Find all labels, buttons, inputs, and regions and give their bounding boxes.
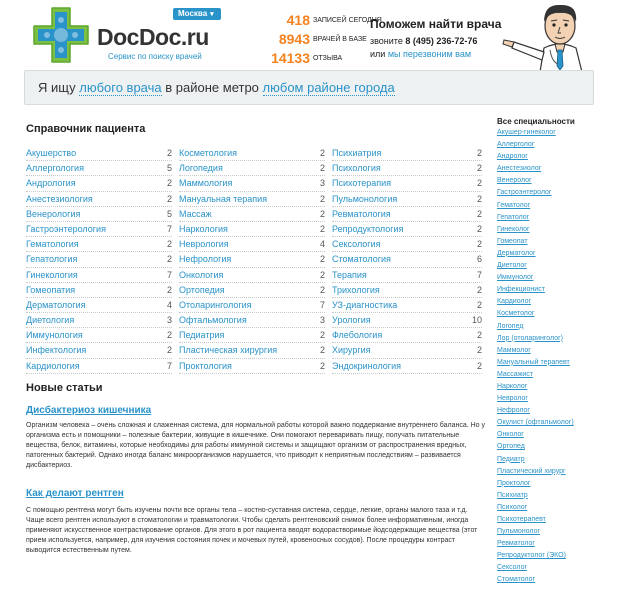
article-count: 2 — [319, 330, 325, 341]
directory-row[interactable] — [332, 146, 482, 161]
directory-column — [179, 146, 325, 374]
directory-row[interactable] — [179, 343, 325, 358]
directory-link[interactable]: Онкология — [179, 269, 224, 280]
directory-row[interactable] — [332, 176, 482, 191]
specialty-link[interactable]: Маммолог — [497, 346, 531, 354]
stat-row — [247, 12, 382, 31]
article-count: 2 — [319, 284, 325, 295]
callback-line — [370, 49, 520, 59]
article-count: 2 — [476, 360, 482, 371]
article-count: 2 — [166, 345, 172, 356]
directory-row[interactable] — [179, 252, 325, 267]
specialty-link[interactable]: Невролог — [497, 395, 528, 403]
directory-link[interactable]: Гастроэнтерология — [26, 223, 106, 234]
directory-link[interactable]: Диетология — [26, 315, 75, 326]
directory-row[interactable] — [332, 192, 482, 207]
specialty-link[interactable]: Диетолог — [497, 262, 527, 270]
medical-cross-logo-icon[interactable] — [32, 6, 90, 64]
article-count: 4 — [319, 239, 325, 250]
article-count: 2 — [166, 178, 172, 189]
article-count: 4 — [166, 299, 172, 310]
article-count: 2 — [476, 163, 482, 174]
directory-link[interactable]: Пластическая хирургия — [179, 345, 278, 356]
directory-row[interactable] — [179, 328, 325, 343]
article-count: 2 — [166, 193, 172, 204]
directory-row[interactable] — [26, 298, 172, 313]
specialty-link[interactable]: Анестезиолог — [497, 165, 542, 173]
directory-link[interactable]: Урология — [332, 315, 371, 326]
article-count: 3 — [166, 315, 172, 326]
article-count: 2 — [476, 239, 482, 250]
stat-value: 8943 — [278, 31, 310, 47]
directory-link[interactable]: Сексология — [332, 239, 381, 250]
directory-row[interactable] — [332, 161, 482, 176]
article-title-link[interactable]: Как делают рентген — [26, 488, 124, 499]
phone-line — [370, 36, 520, 46]
callback-link[interactable]: мы перезвоним вам — [387, 49, 472, 59]
directory-link[interactable]: Дерматология — [26, 299, 86, 310]
city-selector[interactable] — [173, 8, 221, 20]
directory-row[interactable] — [26, 328, 172, 343]
specialty-link[interactable]: Пульмонолог — [497, 528, 541, 536]
directory-row[interactable] — [26, 343, 172, 358]
directory-row[interactable] — [26, 176, 172, 191]
directory-link[interactable]: Ревматология — [332, 208, 391, 219]
specialty-link[interactable]: Гомеопат — [497, 237, 528, 245]
article-excerpt: С помощью рентгена могут быть изучены почти все органы тела – костно-суставная система, сердце, легкие, органы малого таза и т.д. Чаще всего рентген используют в стоматологии и травматологии. Чтобы сделать рентгеновский снимок более информативным, иногда применяют искусственное контрастирование органов. Для этого в рот пациента вводят водорастворимые йодсодержащие вещества (этот прием используется, например, для изучения состояния почек и мочевых путей, кровеносных сосудов). После процедуры контраст выводится естественным путем. — [26, 507, 478, 554]
specialty-link[interactable]: Гинеколог — [497, 225, 530, 233]
doctor-mascot-icon — [500, 0, 620, 72]
directory-row[interactable] — [332, 283, 482, 298]
search-middle: в районе метро — [165, 80, 259, 95]
directory-link[interactable]: Андрология — [26, 178, 76, 189]
directory-link[interactable]: Репродуктология — [332, 223, 404, 234]
doctor-search-bar — [24, 70, 594, 105]
specialty-link[interactable]: Пластический хирург — [497, 467, 566, 475]
specialty-link[interactable]: Аллерголог — [497, 141, 535, 149]
article-count: 10 — [471, 315, 482, 326]
article-count: 2 — [319, 254, 325, 265]
directory-link[interactable]: Косметология — [179, 148, 238, 158]
directory-column — [332, 146, 482, 374]
directory-link[interactable]: Психология — [332, 163, 381, 174]
directory-row[interactable] — [332, 207, 482, 222]
doctor-type-select[interactable]: любого врача — [79, 80, 162, 95]
article-count: 2 — [319, 163, 325, 174]
directory-row[interactable] — [26, 283, 172, 298]
directory-row[interactable] — [179, 222, 325, 237]
directory-link[interactable]: Неврология — [179, 239, 229, 250]
directory-row[interactable] — [179, 161, 325, 176]
article-count: 7 — [166, 269, 172, 280]
specialty-link[interactable]: Массажист — [497, 370, 533, 378]
directory-row[interactable] — [26, 359, 172, 374]
stat-row — [247, 50, 362, 69]
specialties-sidebar — [497, 117, 607, 589]
stat-label: ЗАПИСЕЙ СЕГОДНЯ — [313, 17, 382, 24]
specialty-link[interactable]: Проктолог — [497, 479, 531, 487]
article-count: 5 — [166, 208, 172, 219]
article-count: 3 — [319, 178, 325, 189]
stat-value: 14133 — [271, 50, 310, 66]
call-prefix: звоните — [370, 36, 403, 46]
specialty-link[interactable]: Логопед — [497, 322, 524, 330]
article-count: 2 — [476, 193, 482, 204]
directory-link[interactable]: Гомеопатия — [26, 284, 76, 295]
article-count: 2 — [319, 193, 325, 204]
directory-row[interactable] — [179, 359, 325, 374]
directory-row[interactable] — [26, 161, 172, 176]
specialty-link[interactable]: Инфекционист — [497, 286, 545, 294]
specialty-link[interactable]: Ортопед — [497, 443, 525, 451]
logo-name[interactable]: DocDoc.ru — [97, 24, 209, 50]
article-count: 2 — [319, 223, 325, 234]
directory-link[interactable]: Акушерство — [26, 148, 77, 158]
stat-value: 418 — [286, 12, 310, 28]
specialty-link[interactable]: Гематолог — [497, 201, 531, 209]
directory-row[interactable] — [26, 237, 172, 252]
directory-row[interactable] — [332, 237, 482, 252]
directory-link[interactable]: Маммология — [179, 178, 233, 189]
article-count: 2 — [476, 223, 482, 234]
directory-link[interactable]: Стоматология — [332, 254, 391, 265]
article-count: 7 — [166, 360, 172, 371]
article-count: 2 — [476, 208, 482, 219]
directory-link[interactable]: Офтальмология — [179, 315, 247, 326]
article-count: 3 — [319, 315, 325, 326]
article-count: 2 — [319, 360, 325, 371]
directory-link[interactable]: Педиатрия — [179, 330, 225, 341]
directory-link[interactable]: Инфектология — [26, 345, 87, 356]
specialty-link[interactable]: Репродуктолог (ЭКО) — [497, 552, 566, 560]
articles-title: Новые статьи — [26, 382, 103, 394]
article-count: 2 — [166, 330, 172, 341]
directory-link[interactable]: Проктология — [179, 360, 232, 371]
directory-link[interactable]: УЗ-диагностика — [332, 299, 398, 310]
help-title: Поможем найти врача — [370, 17, 502, 31]
specialty-link[interactable]: Гастроэнтеролог — [497, 189, 552, 197]
directory-row[interactable] — [26, 313, 172, 328]
directory-title: Справочник пациента — [26, 123, 146, 135]
specialty-link[interactable]: Иммунолог — [497, 274, 534, 282]
directory-link[interactable]: Массаж — [179, 208, 212, 219]
specialty-link[interactable]: Педиатр — [497, 455, 525, 463]
specialty-link[interactable]: Онколог — [497, 431, 524, 439]
article-count: 2 — [476, 345, 482, 356]
directory-row[interactable] — [179, 237, 325, 252]
specialty-link[interactable]: Косметолог — [497, 310, 535, 318]
directory-row[interactable] — [26, 268, 172, 283]
specialty-link[interactable]: Акушер-гинеколог — [497, 129, 556, 136]
directory-link[interactable]: Анестезиология — [26, 193, 93, 204]
specialty-link[interactable]: Окулист (офтальмолог) — [497, 419, 574, 427]
help-block — [370, 17, 520, 59]
directory-link[interactable]: Венерология — [26, 208, 81, 219]
directory-link[interactable]: Логопедия — [179, 163, 223, 174]
directory-row[interactable] — [332, 298, 482, 313]
directory-row[interactable] — [179, 268, 325, 283]
directory-link[interactable]: Мануальная терапия — [179, 193, 268, 204]
directory-row[interactable] — [332, 313, 482, 328]
directory-link[interactable]: Хирургия — [332, 345, 371, 356]
specialty-link[interactable]: Венеролог — [497, 177, 532, 185]
article-count: 5 — [166, 163, 172, 174]
article-count: 2 — [166, 254, 172, 265]
article-count: 2 — [476, 178, 482, 189]
directory-link[interactable]: Гематология — [26, 239, 79, 250]
sidebar-title: Все специальности — [497, 117, 575, 126]
directory-row[interactable] — [332, 252, 482, 267]
directory-row[interactable] — [26, 252, 172, 267]
city-label: Москва — [178, 9, 208, 18]
directory-row[interactable] — [332, 343, 482, 358]
article-count: 2 — [476, 330, 482, 341]
directory-row[interactable] — [332, 359, 482, 374]
specialty-link[interactable]: Нефролог — [497, 407, 530, 415]
directory-link[interactable]: Аллергология — [26, 163, 84, 174]
or-text: или — [370, 49, 386, 59]
article-count: 7 — [476, 269, 482, 280]
site-header — [0, 0, 620, 70]
directory-row[interactable] — [332, 222, 482, 237]
specialty-link[interactable]: Стоматолог — [497, 576, 536, 584]
search-prefix: Я ищу — [38, 80, 76, 95]
specialty-link[interactable]: Лор (отоларинголог) — [497, 334, 563, 342]
specialty-link[interactable]: Психотерапевт — [497, 516, 546, 523]
article-excerpt: Организм человека – очень сложная и слаженная система, для нормальной работы которой важно поддержание внутреннего баланса. Но у организма есть и помощники – полезные бактерии, живущие в кишечнике. Они помогают переваривать пищу, получать питательные вещества, белок, витамины, которые необходимы для работы иммунной системы и защищают организм от распространения вредных, патогенных бактерий. Однако иногда баланс микроорганизмов нарушается, что приводит к неприятным последствиям – развивается дисбактериоз. — [26, 422, 486, 469]
specialty-link[interactable]: Сексолог — [497, 564, 528, 572]
specialty-link[interactable]: Ревматолог — [497, 540, 535, 548]
directory-link[interactable]: Ортопедия — [179, 284, 225, 295]
logo-tagline: Сервис по поиску врачей — [108, 52, 202, 61]
directory-link[interactable]: Пульмонология — [332, 193, 398, 204]
specialty-link[interactable]: Андролог — [497, 153, 528, 161]
directory-row[interactable] — [179, 146, 325, 161]
directory-link[interactable]: Психотерапия — [332, 178, 392, 189]
directory-link[interactable]: Наркология — [179, 223, 228, 234]
article-count: 2 — [166, 239, 172, 250]
directory-row[interactable] — [26, 192, 172, 207]
article-count: 7 — [166, 223, 172, 234]
directory-row[interactable] — [179, 298, 325, 313]
article-count: 2 — [476, 284, 482, 295]
stat-label: ОТЗЫВА — [313, 55, 343, 62]
directory-link[interactable]: Иммунология — [26, 330, 83, 341]
specialty-link[interactable]: Гепатолог — [497, 213, 530, 221]
article-count: 2 — [319, 345, 325, 356]
directory-link[interactable]: Отоларингология — [179, 299, 252, 310]
directory-row[interactable] — [26, 146, 172, 161]
specialty-link[interactable]: Нарколог — [497, 382, 528, 390]
directory-row[interactable] — [179, 283, 325, 298]
directory-row[interactable] — [332, 328, 482, 343]
article-count: 2 — [319, 148, 325, 158]
directory-link[interactable]: Флебология — [332, 330, 383, 341]
article-count: 2 — [166, 148, 172, 158]
specialty-link[interactable]: Дерматолог — [497, 249, 536, 257]
directory-row[interactable] — [26, 207, 172, 222]
article-count: 7 — [319, 299, 325, 310]
directory-link[interactable]: Кардиология — [26, 360, 80, 371]
directory-row[interactable] — [179, 176, 325, 191]
directory-link[interactable]: Гинекология — [26, 269, 78, 280]
article-count: 2 — [319, 269, 325, 280]
directory-row[interactable] — [332, 268, 482, 283]
directory-link[interactable]: Терапия — [332, 269, 367, 280]
directory-row[interactable] — [179, 313, 325, 328]
specialty-link[interactable]: Кардиолог — [497, 298, 532, 306]
article-count: 2 — [476, 299, 482, 310]
article-count: 2 — [319, 208, 325, 219]
directory-link[interactable]: Эндокринология — [332, 360, 401, 371]
article-title-link[interactable]: Дисбактериоз кишечника — [26, 405, 152, 416]
stat-label: ВРАЧЕЙ В БАЗЕ — [313, 36, 367, 43]
article-count: 2 — [476, 148, 482, 158]
directory-link[interactable]: Трихология — [332, 284, 380, 295]
specialty-link[interactable]: Психолог — [497, 503, 528, 511]
directory-column — [26, 146, 172, 374]
district-select[interactable]: любом районе города — [262, 80, 395, 95]
directory-row[interactable] — [179, 207, 325, 222]
directory-link[interactable]: Нефрология — [179, 254, 232, 265]
directory-link[interactable]: Психиатрия — [332, 148, 382, 158]
chevron-down-icon: ▾ — [210, 11, 214, 18]
directory-row[interactable] — [179, 192, 325, 207]
directory-row[interactable] — [26, 222, 172, 237]
specialty-link[interactable]: Мануальный терапевт — [497, 358, 570, 366]
stat-row — [247, 31, 367, 50]
article-count: 6 — [476, 254, 482, 265]
specialty-list — [497, 129, 607, 589]
directory-link[interactable]: Гепатология — [26, 254, 78, 265]
article-count: 2 — [166, 284, 172, 295]
specialty-link[interactable]: Психиатр — [497, 491, 528, 499]
phone-number[interactable]: 8 (495) 236-72-76 — [405, 36, 478, 46]
